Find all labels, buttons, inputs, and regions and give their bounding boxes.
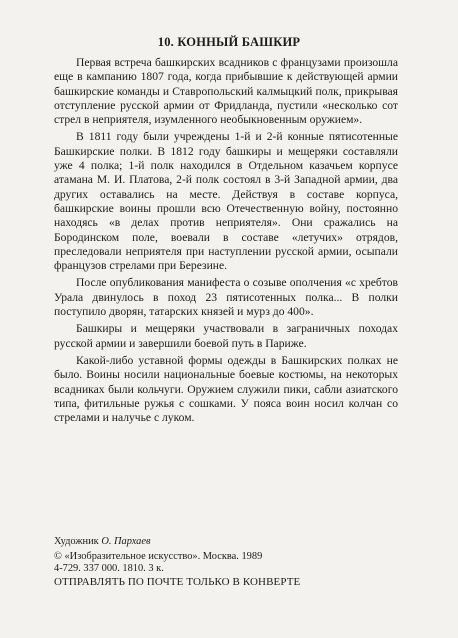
artist-name: О. Пархаев — [101, 536, 151, 547]
paragraph-3: После опубликования манифеста о созыве ополчения «с хребтов Урала двинулось в поход 23 пятисотенных полка... В полки поступило дворян, татарских князей и мурз до 400». — [54, 276, 398, 319]
print-code: 4-729. 337 000. 1810. 3 к. — [54, 563, 164, 574]
paragraph-5: Какой-либо уставной формы одежды в Башкирских полках не было. Воины носили национальные боевые костюмы, на некоторых всадниках были кольчуги. Оружием служили пики, сабли азиатского типа, фитильные ружья с сошками. У пояса воин носил колчан со стрелами и налучье с луком. — [54, 353, 398, 425]
credits — [54, 536, 414, 576]
paragraph-1: Первая встреча башкирских всадников с французами произошла еще в кампанию 1807 года, когда прибывшие к действующей армии башкирские команды и Ставропольский калмыцкий полк, прикрывая отступление русской армии от Фридланда, пустили «несколько сот стрел в неприятеля, изумленного необыкновенным оружием». — [54, 56, 398, 127]
artist-label: Художник — [54, 536, 99, 547]
article-body — [54, 56, 398, 428]
paragraph-4: Башкиры и мещеряки участвовали в заграничных походах русской армии и завершили боевой путь в Париже. — [54, 322, 398, 350]
paragraph-2: В 1811 году были учреждены 1-й и 2-й конные пятисотенные Башкирские полки. В 1812 году башкиры и мещеряки составляли уже 4 полка; 1-й полк находился в Отдельном казачьем корпусе атамана М. И. Платова, 2-й полк состоял в 3-й Западной армии, два других оставались на месте. Действуя в составе корпуса, башкирские воины прошли всю Отечественную войну, постоянно находясь «в делах против неприятеля». Они сражались на Бородинском поле, воевали в составе «летучих» отрядов, преследовали неприятеля при наступлении русской армии, осыпали французов стрелами при Березине. — [54, 130, 398, 273]
page-title: 10. КОННЫЙ БАШКИР — [157, 35, 301, 49]
publisher-line: © «Изобразительное искусство». Москва. 1989 — [54, 550, 263, 562]
mailing-notice: ОТПРАВЛЯТЬ ПО ПОЧТЕ ТОЛЬКО В КОНВЕРТЕ — [54, 576, 301, 588]
artist-credit — [54, 536, 414, 549]
